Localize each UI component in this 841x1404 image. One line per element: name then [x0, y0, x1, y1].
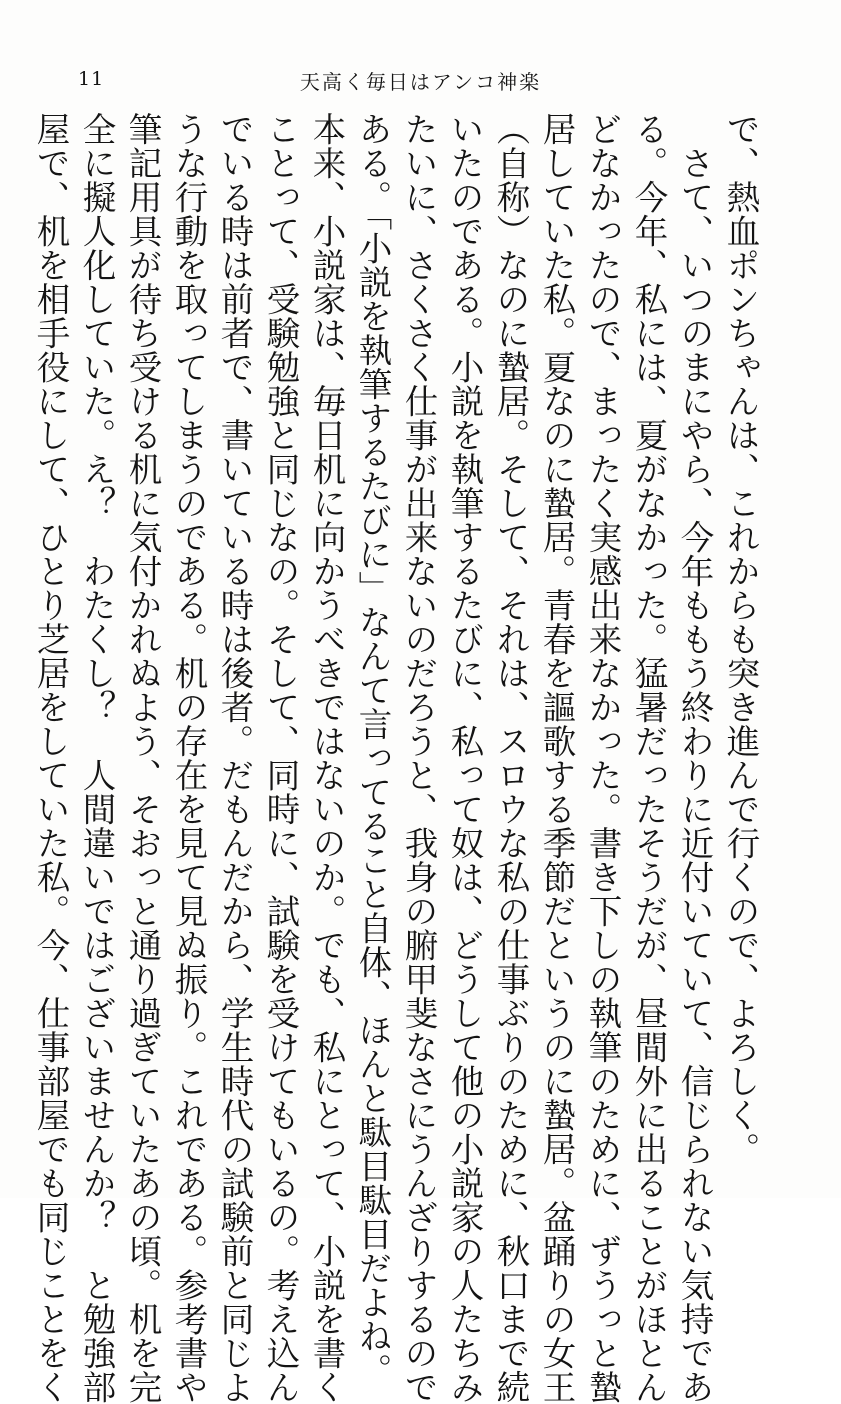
- text-line: る。今年、私には、夏がなかった。猛暑だったそうだが、昼間外に出ることがほとん: [629, 112, 668, 1404]
- text-line: 全に擬人化していた。え？ わたくし？ 人間違いではございませんか？ と勉強部: [77, 112, 116, 1404]
- text-line: 居していた私。夏なのに蟄居。青春を謳歌する季節だというのに蟄居。盆踊りの女王: [537, 112, 576, 1404]
- text-line: どなかったので、まったく実感出来なかった。書き下しの執筆のために、ずうっと蟄: [583, 112, 622, 1404]
- text-line: たいに、さくさく仕事が出来ないのだろうと、我身の腑甲斐なさにうんざりするので: [399, 112, 438, 1404]
- text-line: 屋で、机を相手役にして、ひとり芝居をしていた私。今、仕事部屋でも同じことをく: [31, 112, 70, 1404]
- text-line: で、熱血ポンちゃんは、これからも突き進んで行くので、よろしく。: [721, 112, 760, 1166]
- text-line: うな行動を取ってしまうのである。机の存在を見て見ぬ振り。これである。参考書や: [169, 112, 208, 1404]
- text-line: ある。「小説を執筆するたびに」なんて言ってること自体、ほんと駄目駄目だよね。: [353, 112, 392, 1388]
- text-line: ことって、受験勉強と同じなの。そして、同時に、試験を受けてもいるの。考え込ん: [261, 112, 300, 1404]
- text-line: でいる時は前者で、書いている時は後者。だもんだから、学生時代の試験前と同じよ: [215, 112, 254, 1404]
- text-line: いたのである。小説を執筆するたびに、私って奴は、どうして他の小説家の人たちみ: [445, 112, 484, 1404]
- text-line: 筆記用具が待ち受ける机に気付かれぬよう、そおっと通り過ぎていたあの頃。机を完: [123, 112, 162, 1404]
- text-line: さて、いつのまにやら、今年ももう終わりに近付いていて、信じられない気持であ: [675, 112, 714, 1404]
- text-line: （自称）なのに蟄居。そして、それは、スロウな私の仕事ぶりのために、秋口まで続: [491, 112, 530, 1404]
- text-line: 本来、小説家は、毎日机に向かうべきではないのか。でも、私にとって、小説を書く: [307, 112, 346, 1404]
- vertical-body-text: [31, 112, 763, 1404]
- running-title: 天高く毎日はアンコ神楽: [299, 70, 542, 94]
- page-number: 11: [78, 68, 105, 90]
